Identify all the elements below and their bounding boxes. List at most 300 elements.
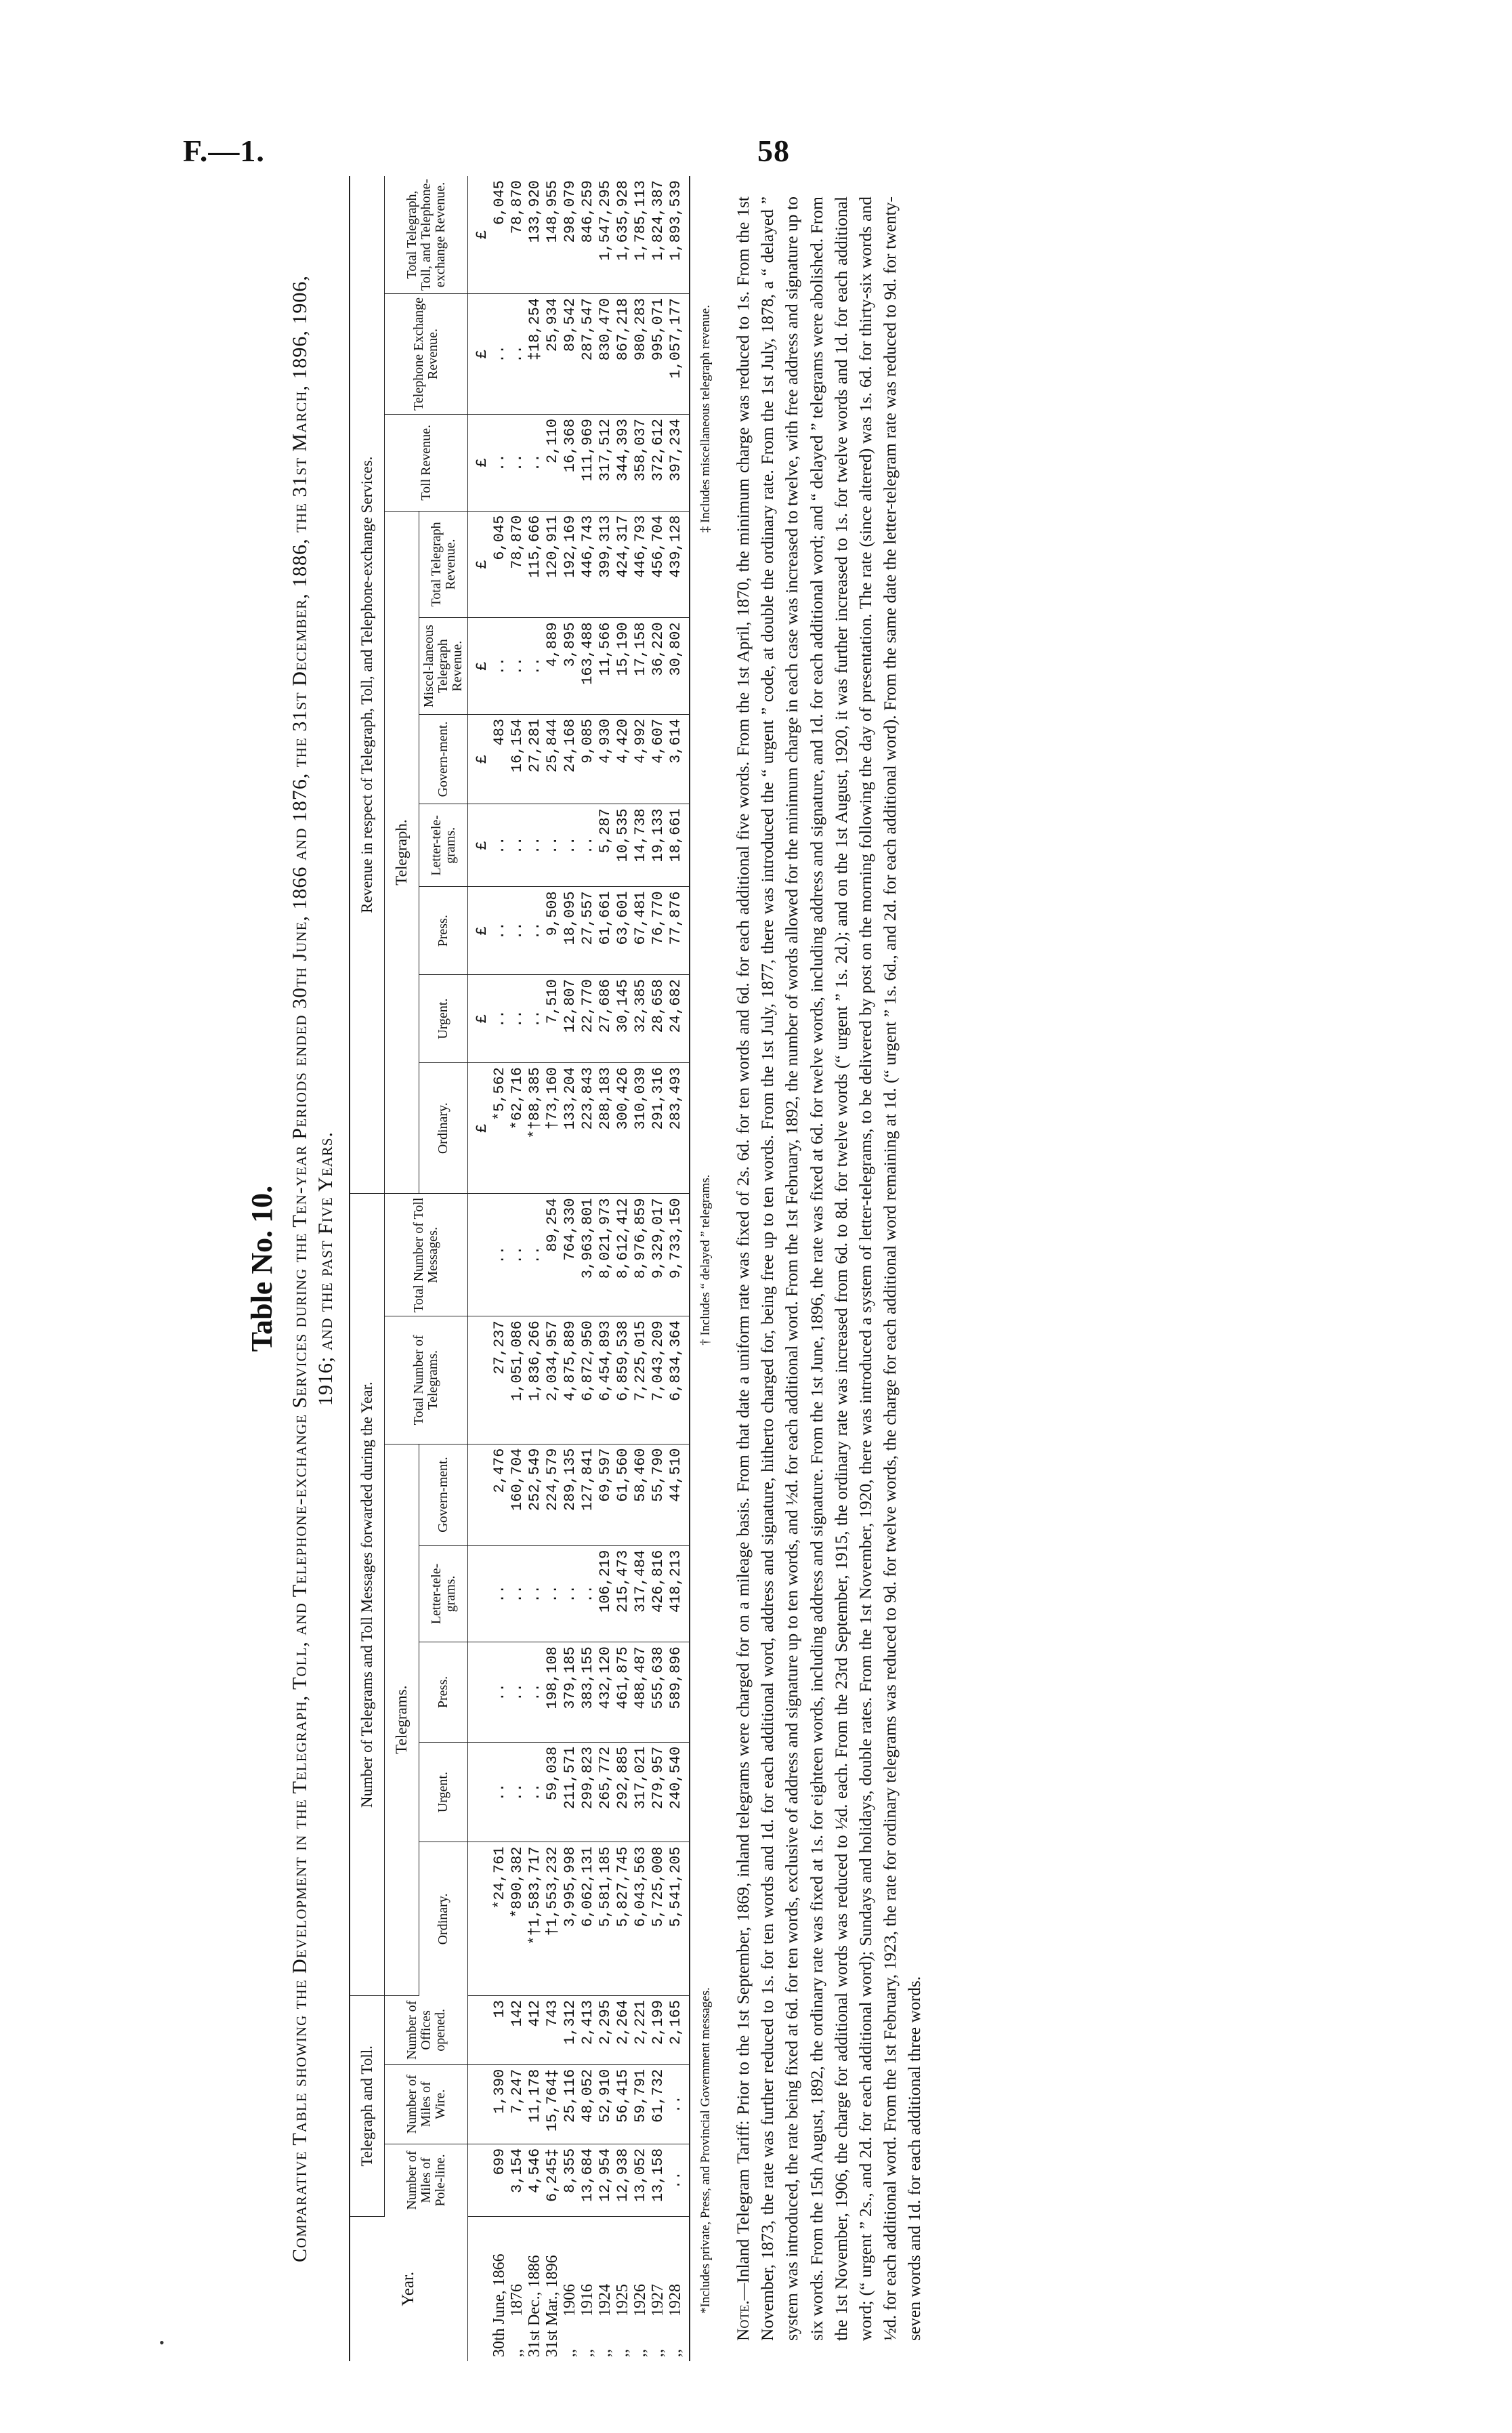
table-cell: 1,312	[562, 1995, 579, 2064]
table-cell: 1,824,387	[650, 176, 667, 293]
table-cell	[468, 1842, 492, 1996]
table-cell: 106,219	[597, 1545, 614, 1642]
table-cell: 7,225,015	[632, 1316, 650, 1444]
table-cell: 9,085	[579, 714, 597, 804]
currency-cell: £	[468, 975, 492, 1063]
table-cell: 4,875,889	[562, 1316, 579, 1444]
table-cell: 7,247	[509, 2064, 526, 2144]
table-cell: 1,785,113	[632, 176, 650, 293]
year-cell: ,, 1927	[649, 2284, 667, 2357]
col-pole-line: Number of Miles of Pole-line.	[385, 2144, 468, 2216]
table-cell: 10,535	[614, 804, 632, 887]
table-cell: 111,969	[579, 415, 597, 512]
table-cell: 2,264	[614, 1995, 632, 2064]
col-rev-urgent: Urgent.	[419, 975, 468, 1063]
table-cell: 28,658	[650, 975, 667, 1063]
table-cell: 1,547,295	[597, 176, 614, 293]
table-cell: 13,684	[579, 2144, 597, 2216]
col-letter-telegrams: Letter-tele-grams.	[419, 1545, 468, 1642]
table-cell: 12,807	[562, 975, 579, 1063]
table-cell: 4,930	[597, 714, 614, 804]
table-row	[579, 176, 597, 2361]
table-cell: ..	[491, 618, 509, 715]
table-cell: 13	[491, 1995, 509, 2064]
note-label: Note.	[733, 2300, 753, 2341]
table-cell: 397,234	[667, 415, 690, 512]
table-cell: 16,368	[562, 415, 579, 512]
currency-cell: £	[468, 887, 492, 975]
currency-cell: £	[468, 804, 492, 887]
table-cell: 36,220	[650, 618, 667, 715]
table-cell: 69,597	[597, 1444, 614, 1545]
table-cell: ..	[491, 887, 509, 975]
table-cell: 446,743	[579, 511, 597, 618]
table-row	[632, 176, 650, 2361]
table-cell: ..	[509, 1194, 526, 1316]
table-cell: 344,393	[614, 415, 632, 512]
table-cell: 77,876	[667, 887, 690, 975]
col-total-telegraph-revenue: Total Telegraph Revenue.	[419, 511, 468, 618]
table-cell: 456,704	[650, 511, 667, 618]
table-cell: 22,770	[579, 975, 597, 1063]
table-cell: ..	[526, 1742, 544, 1842]
table-cell: 67,481	[632, 887, 650, 975]
col-total-toll-messages: Total Number of Toll Messages.	[385, 1194, 468, 1316]
table-row	[509, 176, 526, 2361]
table-cell: 163,488	[579, 618, 597, 715]
currency-cell: £	[468, 1062, 492, 1193]
col-offices-opened: Number of Offices opened.	[385, 1995, 468, 2064]
table-cell: 56,415	[614, 2064, 632, 2144]
table-cell: ..	[509, 415, 526, 512]
table-cell: 6,872,950	[579, 1316, 597, 1444]
footnote: *Includes private, Press, and Provincial Government messages.	[698, 1987, 713, 2314]
table-cell: 555,638	[650, 1642, 667, 1743]
table-cell: 589,896	[667, 1642, 690, 1743]
year-cell: ,, 1928	[667, 2216, 690, 2361]
table-cell: 160,704	[509, 1444, 526, 1545]
footnotes	[698, 305, 713, 2314]
table-cell: 115,666	[526, 511, 544, 618]
table-cell	[468, 2064, 492, 2144]
year-cell: 30th June, 1866	[490, 2253, 509, 2357]
table-cell: 2,165	[667, 1995, 690, 2064]
table-cell: 5,725,008	[650, 1842, 667, 1996]
table-cell: 3,963,801	[579, 1194, 597, 1316]
table-row	[526, 176, 544, 2361]
table-cell: 288,183	[597, 1062, 614, 1193]
header-row-groups	[350, 176, 385, 2361]
table-cell: 14,738	[632, 804, 650, 887]
table-cell: 2,413	[579, 1995, 597, 2064]
table-cell: 418,213	[667, 1545, 690, 1642]
table-cell: 61,560	[614, 1444, 632, 1545]
table-cell: ..	[509, 804, 526, 887]
table-cell: 19,133	[650, 804, 667, 887]
table-cell: 198,108	[544, 1642, 562, 1743]
table-cell: 55,790	[650, 1444, 667, 1545]
currency-cell: £	[468, 618, 492, 715]
table-cell: 25,116	[562, 2064, 579, 2144]
table-cell: ..	[509, 293, 526, 414]
table-cell: 283,493	[667, 1062, 690, 1193]
table-cell: 3,614	[667, 714, 690, 804]
table-cell: ..	[509, 1742, 526, 1842]
table-cell: 867,218	[614, 293, 632, 414]
year-cell: 31st Mar., 1896	[543, 2255, 562, 2357]
title-block	[245, 169, 338, 2368]
table-cell: 317,484	[632, 1545, 650, 1642]
table-cell: 5,541,205	[667, 1842, 690, 1996]
table-cell: ..	[562, 1545, 579, 1642]
table-cell: ..	[544, 1545, 562, 1642]
table-cell: ..	[526, 618, 544, 715]
table-cell: ..	[526, 415, 544, 512]
year-cell: ,, 1926	[631, 2284, 650, 2357]
table-cell: 5,287	[597, 804, 614, 887]
table-cell: 27,557	[579, 887, 597, 975]
table-cell: 6,045	[491, 176, 509, 293]
table-cell: 27,237	[491, 1316, 509, 1444]
table-cell: 5,581,185	[597, 1842, 614, 1996]
table-cell: 7,510	[544, 975, 562, 1063]
table-cell: 16,154	[509, 714, 526, 804]
table-cell: 18,095	[562, 887, 579, 975]
col-rev-miscellaneous: Miscel-laneous Telegraph Revenue.	[419, 618, 468, 715]
table-cell: 6,062,131	[579, 1842, 597, 1996]
table-cell: 24,168	[562, 714, 579, 804]
table-cell: 9,329,017	[650, 1194, 667, 1316]
table-cell: 461,875	[614, 1642, 632, 1743]
table-cell: 61,661	[597, 887, 614, 975]
table-cell: ..	[509, 618, 526, 715]
table-cell: 289,135	[562, 1444, 579, 1545]
table-cell: ..	[491, 293, 509, 414]
table-cell: 995,071	[650, 293, 667, 414]
table-cell: 211,571	[562, 1742, 579, 1842]
table-cell: 383,155	[579, 1642, 597, 1743]
table-cell: 265,772	[597, 1742, 614, 1842]
table-cell: 9,508	[544, 887, 562, 975]
table-cell: 240,540	[667, 1742, 690, 1842]
table-cell: 27,686	[597, 975, 614, 1063]
col-rev-letter-telegrams: Letter-tele-grams.	[419, 804, 468, 887]
table-cell: 6,454,893	[597, 1316, 614, 1444]
table-cell: 1,051,086	[509, 1316, 526, 1444]
scan-mark: •	[159, 2334, 165, 2351]
table-cell: 215,473	[614, 1545, 632, 1642]
table-cell: 11,566	[597, 618, 614, 715]
table-row	[667, 176, 690, 2361]
table-cell: ..	[491, 975, 509, 1063]
table-cell: 432,120	[597, 1642, 614, 1743]
col-total-telegrams: Total Number of Telegrams.	[385, 1316, 468, 1444]
currency-cell: £	[468, 511, 492, 618]
table-cell: ..	[562, 804, 579, 887]
table-cell: 2,476	[491, 1444, 509, 1545]
col-government: Govern-ment.	[419, 1444, 468, 1545]
col-urgent: Urgent.	[419, 1742, 468, 1842]
table-cell: *890,382	[509, 1842, 526, 1996]
table-cell: 1,893,539	[667, 176, 690, 293]
table-cell: 424,317	[614, 511, 632, 618]
table-cell: 27,281	[526, 714, 544, 804]
table-cell: 25,934	[544, 293, 562, 414]
table-cell: 292,885	[614, 1742, 632, 1842]
table-cell: 12,954	[597, 2144, 614, 2216]
telegraph-toll-header: Telegraph and Toll.	[350, 1995, 385, 2216]
table-cell: 44,510	[667, 1444, 690, 1545]
table-cell: †1,553,232	[544, 1842, 562, 1996]
table-cell: ..	[491, 1642, 509, 1743]
table-cell	[468, 2144, 492, 2216]
table-cell: ..	[526, 804, 544, 887]
statistics-table	[349, 176, 690, 2361]
table-cell: 372,612	[650, 415, 667, 512]
col-telephone-exchange-revenue: Telephone Exchange Revenue.	[385, 293, 468, 414]
col-press: Press.	[419, 1642, 468, 1743]
table-cell: ..	[579, 804, 597, 887]
table-cell: 17,158	[632, 618, 650, 715]
table-cell	[468, 1995, 492, 2064]
table-cell: 89,254	[544, 1194, 562, 1316]
table-cell: 133,920	[526, 176, 544, 293]
table-cell: 4,420	[614, 714, 632, 804]
table-cell: 25,844	[544, 714, 562, 804]
table-cell: 317,021	[632, 1742, 650, 1842]
table-cell: ..	[667, 2144, 690, 2216]
table-cell: *5,562	[491, 1062, 509, 1193]
table-cell: 3,154	[509, 2144, 526, 2216]
table-cell: 399,313	[597, 511, 614, 618]
table-cell: 5,827,745	[614, 1842, 632, 1996]
table-cell	[468, 1742, 492, 1842]
table-cell	[468, 2216, 492, 2361]
table-cell: 6,043,563	[632, 1842, 650, 1996]
table-cell: 980,283	[632, 293, 650, 414]
footnote: ‡ Includes miscellaneous telegraph revenue.	[698, 305, 713, 533]
table-cell: 58,460	[632, 1444, 650, 1545]
note-text: —Inland Telegram Tariff: Prior to the 1st September, 1869, inland telegrams were charged for on a mileage basis. From that date a uniform rate was fixed of 2s. 6d. for ten words and 6d. for each additional five words. From the 1st April, 1870, the minimum charge was reduced to 1s. From the 1st November, 1873, the rate was further reduced to 1s. for ten words and 1d. for each additional word, address and signature, hitherto charged for, being free up to ten words. From the 1st July, 1877, there was introduced the “ urgent ” code, at double the ordinary rate. From the 1st July, 1878, a “ delayed ” system was introduced, the rate being fixed at 6d. for ten words, exclusive of address and signature up to ten words, and ½d. for each additional word. From the 1st February, 1892, the number of words allowed for the minimum charge in each case was increased to twelve, with free address and signature up to six words. From the 15th August, 1892, the ordinary rate was fixed at 1s. for eighteen words, including address and signature. From the 1st June, 1896, the rate was fixed at 6d. for twelve words, including address and signature, and 1d. for each additional word; and “ delayed ” telegrams were abolished. From the 1st November, 1906, the charge for additional words was reduced to ½d. each. From the 23rd September, 1915, the ordinary rate was increased from 6d. to 8d. for twelve words (“ urgent ” 1s. 2d.); and on the 1st August, 1920, it was further increased to 1s. for twelve words and 1d. for each additional word; (“ urgent ” 2s., and 2d. for each additional word); Sundays and holidays, double rates. From the 1st November, 1920, there was introduced a system of letter-telegrams, to be delivered by post on the morning following the day of presentation. The rate (since altered) was 1s. 6d. for thirty-six words and ½d. for each additional word. From the 1st February, 1923, the rate for ordinary telegrams was reduced to 9d. for twelve words, the charge for each additional word remaining at 1d. (“ urgent ” 1s. 6d., and 2d. for each additional word). From the same date the letter-telegram rate was reduced to 9d. for twenty-seven words and 1d. for each additional three words.	[733, 196, 925, 2341]
table-cell: 426,816	[650, 1545, 667, 1642]
table-cell: *62,716	[509, 1062, 526, 1193]
table-cell: *24,761	[491, 1842, 509, 1996]
table-cell: 830,470	[597, 293, 614, 414]
table-cell: 2,110	[544, 415, 562, 512]
table-cell: ..	[579, 1545, 597, 1642]
table-cell	[468, 1642, 492, 1743]
table-cell: 8,021,973	[597, 1194, 614, 1316]
table-cell: 287,547	[579, 293, 597, 414]
table-cell: 299,823	[579, 1742, 597, 1842]
table-cell: 52,910	[597, 2064, 614, 2144]
table-row	[544, 176, 562, 2361]
table-cell: 15,764‡	[544, 2064, 562, 2144]
footnote: † Includes “ delayed ” telegrams.	[698, 1174, 713, 1346]
table-cell: 76,770	[650, 887, 667, 975]
table-cell: 61,732	[650, 2064, 667, 2144]
year-cell: ,, 1906	[561, 2284, 579, 2357]
table-cell: 358,037	[632, 415, 650, 512]
table-cell: 142	[509, 1995, 526, 2064]
table-cell: 133,204	[562, 1062, 579, 1193]
table-cell: 6,245‡	[544, 2144, 562, 2216]
table-cell: ..	[491, 415, 509, 512]
table-cell: 15,190	[614, 618, 632, 715]
table-cell: 488,487	[632, 1642, 650, 1743]
currency-cell: £	[468, 714, 492, 804]
messages-header: Number of Telegrams and Toll Messages forwarded during the Year.	[350, 1194, 385, 1996]
table-cell: 1,836,266	[526, 1316, 544, 1444]
table-cell	[468, 1316, 492, 1444]
telegraph-revenue-header: Telegraph.	[385, 511, 419, 1194]
currency-cell: £	[468, 293, 492, 414]
table-cell: ..	[526, 1642, 544, 1743]
header-row-subgroups	[385, 176, 419, 2361]
col-rev-government: Govern-ment.	[419, 714, 468, 804]
table-cell: 743	[544, 1995, 562, 2064]
table-cell: 30,802	[667, 618, 690, 715]
table-cell: 224,579	[544, 1444, 562, 1545]
table-cell: 764,330	[562, 1194, 579, 1316]
table-cell: 223,843	[579, 1062, 597, 1193]
table-number: Table No. 10.	[245, 1185, 278, 1352]
currency-row	[468, 176, 492, 2361]
table-cell: 6,859,538	[614, 1316, 632, 1444]
table-cell: 32,385	[632, 975, 650, 1063]
year-cell: 31st Dec., 1886	[526, 2255, 544, 2357]
table-cell	[468, 1545, 492, 1642]
table-cell: ‡18,254	[526, 293, 544, 414]
table-cell: ..	[509, 1545, 526, 1642]
table-cell: ..	[509, 887, 526, 975]
table-cell: 8,355	[562, 2144, 579, 2216]
table-cell: 120,911	[544, 511, 562, 618]
table-caption: Comparative Table showing the Development in the Telegraph, Toll, and Telephone-exchange Services during the Ten-year Periods ended 30th June, 1866 and 1876, the 31st December, 1886, the 31st March, 1896, 1906, 1916; and the past Five Years.	[289, 275, 337, 2262]
table-cell: ..	[491, 1742, 509, 1842]
col-rev-ordinary: Ordinary.	[419, 1062, 468, 1193]
table-cell: 89,542	[562, 293, 579, 414]
currency-cell: £	[468, 176, 492, 293]
table-body	[468, 176, 690, 2361]
table-cell: 1,057,177	[667, 293, 690, 414]
table-cell: ..	[509, 1642, 526, 1743]
table-cell: 192,169	[562, 511, 579, 618]
table-cell: 6,045	[491, 511, 509, 618]
table-cell: 317,512	[597, 415, 614, 512]
table-cell: 127,841	[579, 1444, 597, 1545]
table-cell: 30,145	[614, 975, 632, 1063]
table-cell: 252,549	[526, 1444, 544, 1545]
table-cell: 59,038	[544, 1742, 562, 1842]
table-cell: 2,221	[632, 1995, 650, 2064]
table-cell: 4,992	[632, 714, 650, 804]
table-cell: 78,870	[509, 511, 526, 618]
table-cell: 63,601	[614, 887, 632, 975]
table-cell: 446,793	[632, 511, 650, 618]
table-cell: 148,955	[544, 176, 562, 293]
table-cell: 379,185	[562, 1642, 579, 1743]
revenue-header: Revenue in respect of Telegraph, Toll, and Telephone-exchange Services.	[350, 176, 385, 1194]
table-cell: 78,870	[509, 176, 526, 293]
col-toll-revenue: Toll Revenue.	[385, 415, 468, 512]
year-header: Year.	[350, 2216, 468, 2361]
table-cell: ..	[526, 1194, 544, 1316]
table-cell	[468, 1444, 492, 1545]
table-row	[597, 176, 614, 2361]
col-rev-press: Press.	[419, 887, 468, 975]
table-cell: 13,158	[650, 2144, 667, 2216]
col-miles-wire: Number of Miles of Wire.	[385, 2064, 468, 2144]
table-cell: 4,889	[544, 618, 562, 715]
table-cell: 48,052	[579, 2064, 597, 2144]
table-cell: 18,661	[667, 804, 690, 887]
col-total-revenue: Total Telegraph, Toll, and Telephone-exchange Revenue.	[385, 176, 468, 293]
table-cell: ..	[509, 975, 526, 1063]
table-cell: 12,938	[614, 2144, 632, 2216]
table-cell: ..	[526, 1545, 544, 1642]
table-cell: 24,682	[667, 975, 690, 1063]
table-cell: 3,895	[562, 618, 579, 715]
table-cell: 846,259	[579, 176, 597, 293]
page-header-left: F.—1.	[183, 133, 265, 168]
table-cell: 8,612,412	[614, 1194, 632, 1316]
table-cell: 4,607	[650, 714, 667, 804]
table-cell: 298,079	[562, 176, 579, 293]
table-cell: 412	[526, 1995, 544, 2064]
table-cell: 699	[491, 2144, 509, 2216]
table-cell: 13,052	[632, 2144, 650, 2216]
table-row	[614, 176, 632, 2361]
currency-cell: £	[468, 415, 492, 512]
table-row	[650, 176, 667, 2361]
table-cell: *†1,583,717	[526, 1842, 544, 1996]
table-cell: †73,160	[544, 1062, 562, 1193]
table-row	[491, 176, 509, 2361]
table-cell: 4,546	[526, 2144, 544, 2216]
table-cell: ..	[526, 975, 544, 1063]
year-cell: ,, 1876	[508, 2284, 526, 2357]
table-cell: 8,976,859	[632, 1194, 650, 1316]
table-cell: 291,316	[650, 1062, 667, 1193]
table-cell: 2,295	[597, 1995, 614, 2064]
telegrams-header: Telegrams.	[385, 1444, 419, 1995]
table-cell: 1,390	[491, 2064, 509, 2144]
rotated-table-page	[240, 169, 1338, 2368]
table-cell: ..	[491, 1545, 509, 1642]
table-cell	[468, 1194, 492, 1316]
table-cell: 6,834,364	[667, 1316, 690, 1444]
year-cell: ,, 1925	[614, 2284, 632, 2357]
table-cell: 483	[491, 714, 509, 804]
tariff-note	[731, 196, 927, 2341]
year-cell: ,, 1916	[579, 2284, 597, 2357]
table-row	[562, 176, 579, 2361]
table-cell: 11,178	[526, 2064, 544, 2144]
table-cell: ..	[526, 887, 544, 975]
year-cell: ,, 1924	[596, 2284, 614, 2357]
table-cell: ..	[544, 804, 562, 887]
table-cell: ..	[491, 804, 509, 887]
table-cell: ..	[491, 1194, 509, 1316]
table-cell: 2,199	[650, 1995, 667, 2064]
table-cell: 2,034,957	[544, 1316, 562, 1444]
table-cell: ..	[667, 2064, 690, 2144]
table-cell: 59,791	[632, 2064, 650, 2144]
table-cell: 439,128	[667, 511, 690, 618]
col-ordinary: Ordinary.	[419, 1842, 468, 1996]
table-cell: 279,957	[650, 1742, 667, 1842]
